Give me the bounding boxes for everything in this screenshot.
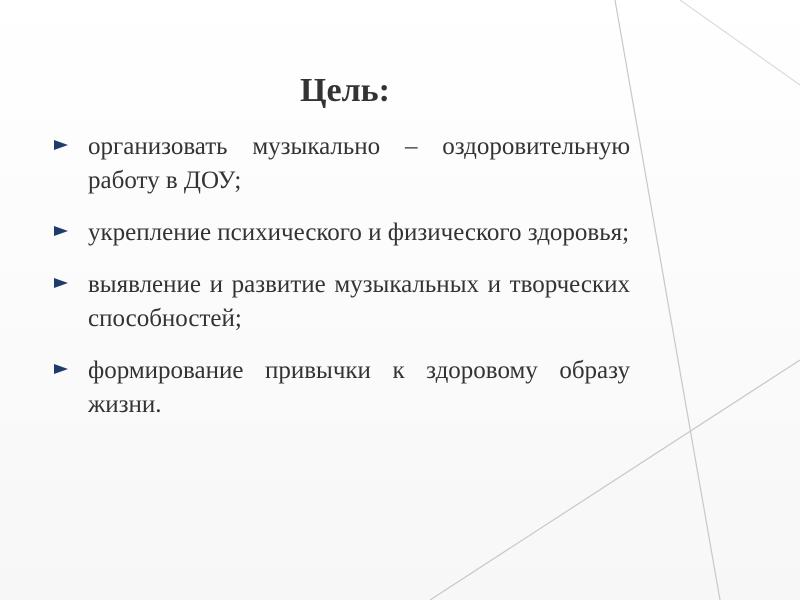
goal-list [48, 130, 630, 440]
list-item [48, 216, 630, 250]
slide-title: Цель: [300, 72, 390, 109]
triangle-bullet-icon [54, 278, 68, 288]
list-item-text: укрепление психического и физического здоровья; [88, 219, 630, 246]
triangle-bullet-icon [54, 364, 68, 374]
list-item-text: организовать музыкально – оздоровительную работу в ДОУ; [88, 133, 630, 194]
list-item-text: формирование привычки к здоровому образу жизни. [88, 357, 630, 418]
triangle-bullet-icon [54, 226, 68, 236]
list-item [48, 268, 630, 336]
list-item-text: выявление и развитие музыкальных и творческих способностей; [88, 271, 630, 332]
decor-line-3 [680, 0, 800, 85]
list-item [48, 354, 630, 422]
triangle-bullet-icon [54, 140, 68, 150]
list-item [48, 130, 630, 198]
